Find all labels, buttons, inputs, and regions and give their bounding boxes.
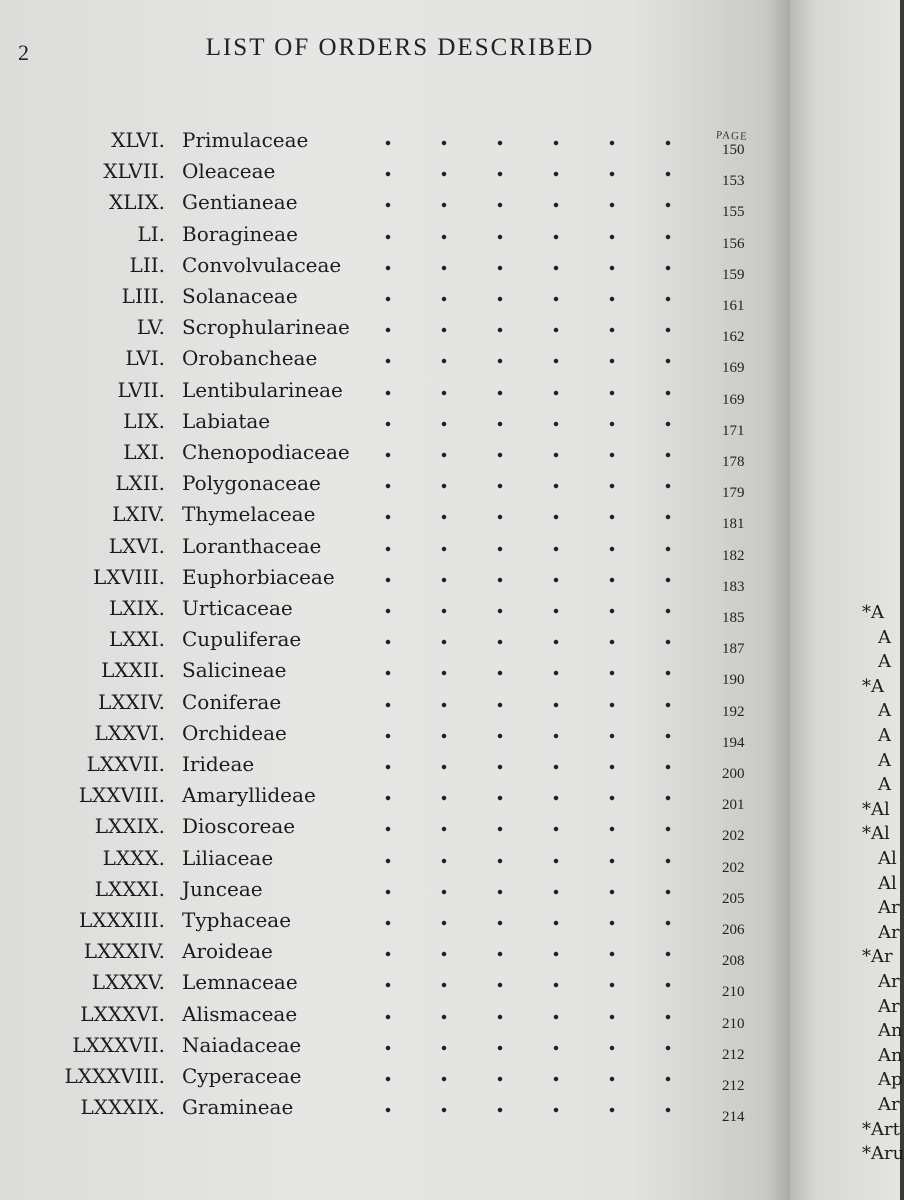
order-name: Boragineae (182, 221, 298, 246)
right-page-fragment: An (878, 1044, 903, 1066)
page-reference: 169 (722, 391, 745, 408)
page-reference: 156 (722, 235, 745, 252)
dot-leader (360, 733, 700, 739)
page-reference: 161 (722, 298, 745, 314)
right-page-fragment: Ar (878, 995, 900, 1017)
order-number: LXI. (123, 440, 165, 464)
order-number: LXIX. (108, 596, 165, 620)
dot-leader (360, 920, 700, 926)
list-item (0, 877, 790, 907)
list-item (0, 596, 790, 626)
order-name: Irideae (182, 752, 255, 776)
page-reference: 185 (722, 610, 745, 626)
page-column-label: PAGE (715, 129, 749, 143)
right-page-fragment: *Aru (862, 1143, 904, 1165)
order-number: LXXXI. (94, 876, 165, 901)
dot-leader (360, 546, 700, 552)
list-item (0, 658, 790, 688)
right-page-fragment: *A (862, 602, 884, 623)
order-number: LXXI. (108, 627, 165, 652)
list-item (0, 1095, 790, 1125)
order-name: Scrophularineae (182, 315, 350, 340)
order-number: LII. (129, 252, 165, 277)
page-reference: 208 (722, 953, 745, 970)
page-reference: 171 (722, 422, 745, 439)
order-number: LXXXVII. (72, 1032, 165, 1057)
order-name: Primulaceae (182, 128, 309, 152)
page-reference: 214 (722, 1109, 745, 1126)
list-item (0, 128, 790, 158)
list-item (0, 315, 790, 345)
dot-leader (360, 951, 700, 957)
dot-leader (360, 982, 700, 988)
order-name: Alismaceae (182, 1001, 298, 1026)
order-number: XLVI. (111, 128, 165, 152)
order-name: Convolvulaceae (182, 252, 342, 277)
right-page-fragment: *Al (862, 798, 890, 820)
order-name: Aroideae (182, 939, 273, 964)
dot-leader (360, 826, 700, 832)
order-name: Chenopodiaceae (182, 440, 350, 464)
order-name: Orobancheae (182, 346, 318, 371)
order-number: LXXXVIII. (64, 1064, 165, 1088)
order-name: Oleaceae (182, 159, 276, 184)
right-page-fragment: A (878, 725, 891, 746)
right-page-fragment: Ar (878, 1094, 900, 1115)
dot-leader (360, 858, 700, 864)
order-number: LXXXIX. (80, 1095, 165, 1120)
order-name: Solanaceae (182, 284, 298, 308)
order-name: Polygonaceae (182, 471, 321, 496)
order-number: LXXVI. (94, 720, 165, 745)
page-reference: 179 (722, 485, 745, 502)
right-page-fragment: A (878, 700, 891, 722)
order-name: Typhaceae (182, 908, 292, 932)
dot-leader (360, 202, 700, 208)
dot-leader (360, 421, 700, 427)
order-name: Thymelaceae (182, 502, 316, 527)
order-name: Cyperaceae (182, 1064, 302, 1088)
list-item (0, 190, 790, 220)
order-number: LXXXVI. (80, 1001, 165, 1026)
order-number: LXXXV. (91, 970, 165, 995)
dot-leader (360, 140, 700, 146)
dot-leader (360, 358, 700, 364)
page-reference: 212 (722, 1046, 745, 1063)
order-number: XLVII. (103, 159, 165, 184)
right-page-fragment: A (878, 626, 891, 648)
page-reference: 187 (722, 641, 745, 658)
dot-leader (360, 234, 700, 240)
right-page-fragment: Ar (878, 921, 900, 943)
right-page-fragment: Al (878, 872, 897, 894)
right-page-fragment: *Art (862, 1118, 900, 1140)
page-title: LIST OF ORDERS DESCRIBED (205, 34, 595, 61)
right-page-fragment: A (878, 774, 891, 796)
list-item (0, 565, 790, 595)
page-reference: 178 (722, 454, 745, 470)
dot-leader (360, 639, 700, 645)
page-reference: 202 (722, 828, 745, 845)
list-item (0, 409, 790, 439)
dot-leader (360, 608, 700, 614)
list-item (0, 346, 790, 376)
order-name: Orchideae (182, 720, 287, 745)
dot-leader (360, 764, 700, 770)
order-name: Amaryllideae (182, 783, 316, 808)
order-number: LXXIX. (94, 814, 165, 839)
order-name: Labiatae (182, 408, 271, 433)
page-reference: 182 (722, 547, 745, 564)
order-number: LXIV. (112, 502, 165, 527)
order-number: LVI. (125, 346, 165, 371)
order-name: Lemnaceae (182, 970, 298, 995)
order-number: LI. (137, 221, 165, 246)
list-item (0, 1033, 790, 1063)
dot-leader (360, 1014, 700, 1020)
order-name: Naiadaceae (182, 1032, 302, 1057)
dot-leader (360, 171, 700, 177)
list-item (0, 814, 790, 844)
page-reference: 181 (722, 516, 745, 533)
right-page-fragment: Ap (878, 1069, 903, 1091)
list-item (0, 284, 790, 314)
list-item (0, 471, 790, 501)
page-reference: 200 (722, 766, 745, 782)
dot-leader (360, 1107, 700, 1113)
order-number: LXXVIII. (78, 783, 165, 808)
list-item (0, 627, 790, 657)
dot-leader (360, 296, 700, 302)
order-number: LV. (136, 315, 165, 340)
dot-leader (360, 390, 700, 396)
right-page-fragment: An (878, 1020, 903, 1042)
page-number: 2 (18, 40, 29, 65)
dot-leader (360, 327, 700, 333)
list-item (0, 1002, 790, 1032)
order-number: LXXXIV. (83, 939, 165, 964)
dot-leader (360, 1045, 700, 1051)
list-item (0, 502, 790, 532)
right-page-fragment: Ar (878, 897, 900, 919)
list-item (0, 908, 790, 938)
page-reference: 169 (722, 360, 745, 377)
right-page-fragment: *Al (862, 823, 890, 845)
order-number: LXXII. (101, 658, 165, 683)
order-number: XLIX. (108, 190, 165, 215)
list-item (0, 939, 790, 969)
order-number: LVII. (117, 377, 165, 402)
dot-leader (360, 577, 700, 583)
order-number: LXVIII. (92, 564, 165, 589)
page-reference: 155 (722, 204, 745, 221)
order-number: LXII. (115, 471, 165, 496)
dot-leader (360, 1076, 700, 1082)
list-item (0, 846, 790, 876)
order-name: Gentianeae (182, 190, 298, 215)
list-item (0, 783, 790, 813)
list-item (0, 1064, 790, 1094)
dot-leader (360, 889, 700, 895)
list-item (0, 440, 790, 470)
order-name: Cupuliferae (182, 627, 302, 652)
order-name: Urticaceae (182, 596, 293, 620)
order-number: LXVI. (108, 533, 165, 558)
order-name: Euphorbiaceae (182, 564, 335, 589)
order-name: Dioscoreae (182, 814, 296, 839)
page-reference: 153 (722, 173, 745, 190)
order-number: LIII. (121, 284, 165, 308)
right-page-fragment: A (878, 651, 891, 673)
page-reference: 202 (722, 859, 745, 876)
list-item (0, 752, 790, 782)
page-reference: 201 (722, 797, 745, 814)
page-reference: 206 (722, 922, 745, 938)
right-page-fragment: Al (878, 848, 897, 869)
order-number: LIX. (123, 408, 165, 433)
order-number: LXXVII. (86, 752, 165, 776)
list-item (0, 253, 790, 283)
page-reference: 192 (722, 703, 745, 720)
list-item (0, 222, 790, 252)
order-name: Gramineae (182, 1095, 294, 1120)
order-name: Salicineae (182, 658, 287, 683)
dot-leader (360, 795, 700, 801)
page-reference: 190 (722, 672, 745, 689)
dot-leader (360, 670, 700, 676)
right-page-fragment: A (878, 749, 891, 771)
list-item (0, 534, 790, 564)
order-number: LXXXIII. (78, 908, 165, 932)
right-page-fragment: Ar (878, 971, 900, 992)
dot-leader (360, 702, 700, 708)
list-item (0, 970, 790, 1000)
dot-leader (360, 452, 700, 458)
list-item (0, 159, 790, 189)
order-number: LXXIV. (98, 689, 165, 714)
page-reference: 210 (722, 1015, 745, 1032)
order-name: Coniferae (182, 689, 282, 714)
order-name: Liliaceae (182, 845, 274, 870)
list-item (0, 690, 790, 720)
order-name: Lentibularineae (182, 377, 343, 402)
order-number: LXXX. (102, 845, 165, 870)
order-name: Loranthaceae (182, 533, 322, 558)
page-reference: 183 (722, 578, 745, 595)
right-page-fragment: *Ar (862, 946, 893, 968)
dot-leader (360, 514, 700, 520)
page-reference: 212 (722, 1078, 745, 1094)
page-reference: 150 (722, 142, 745, 158)
list-item (0, 378, 790, 408)
right-page-fragment: *A (862, 675, 884, 697)
page-reference: 162 (722, 329, 745, 346)
page-reference: 210 (722, 984, 745, 1001)
page-reference: 159 (722, 266, 745, 283)
order-name: Junceae (182, 876, 263, 901)
dot-leader (360, 265, 700, 271)
list-item (0, 721, 790, 751)
dot-leader (360, 483, 700, 489)
page-reference: 194 (722, 734, 745, 751)
page-reference: 205 (722, 890, 745, 907)
